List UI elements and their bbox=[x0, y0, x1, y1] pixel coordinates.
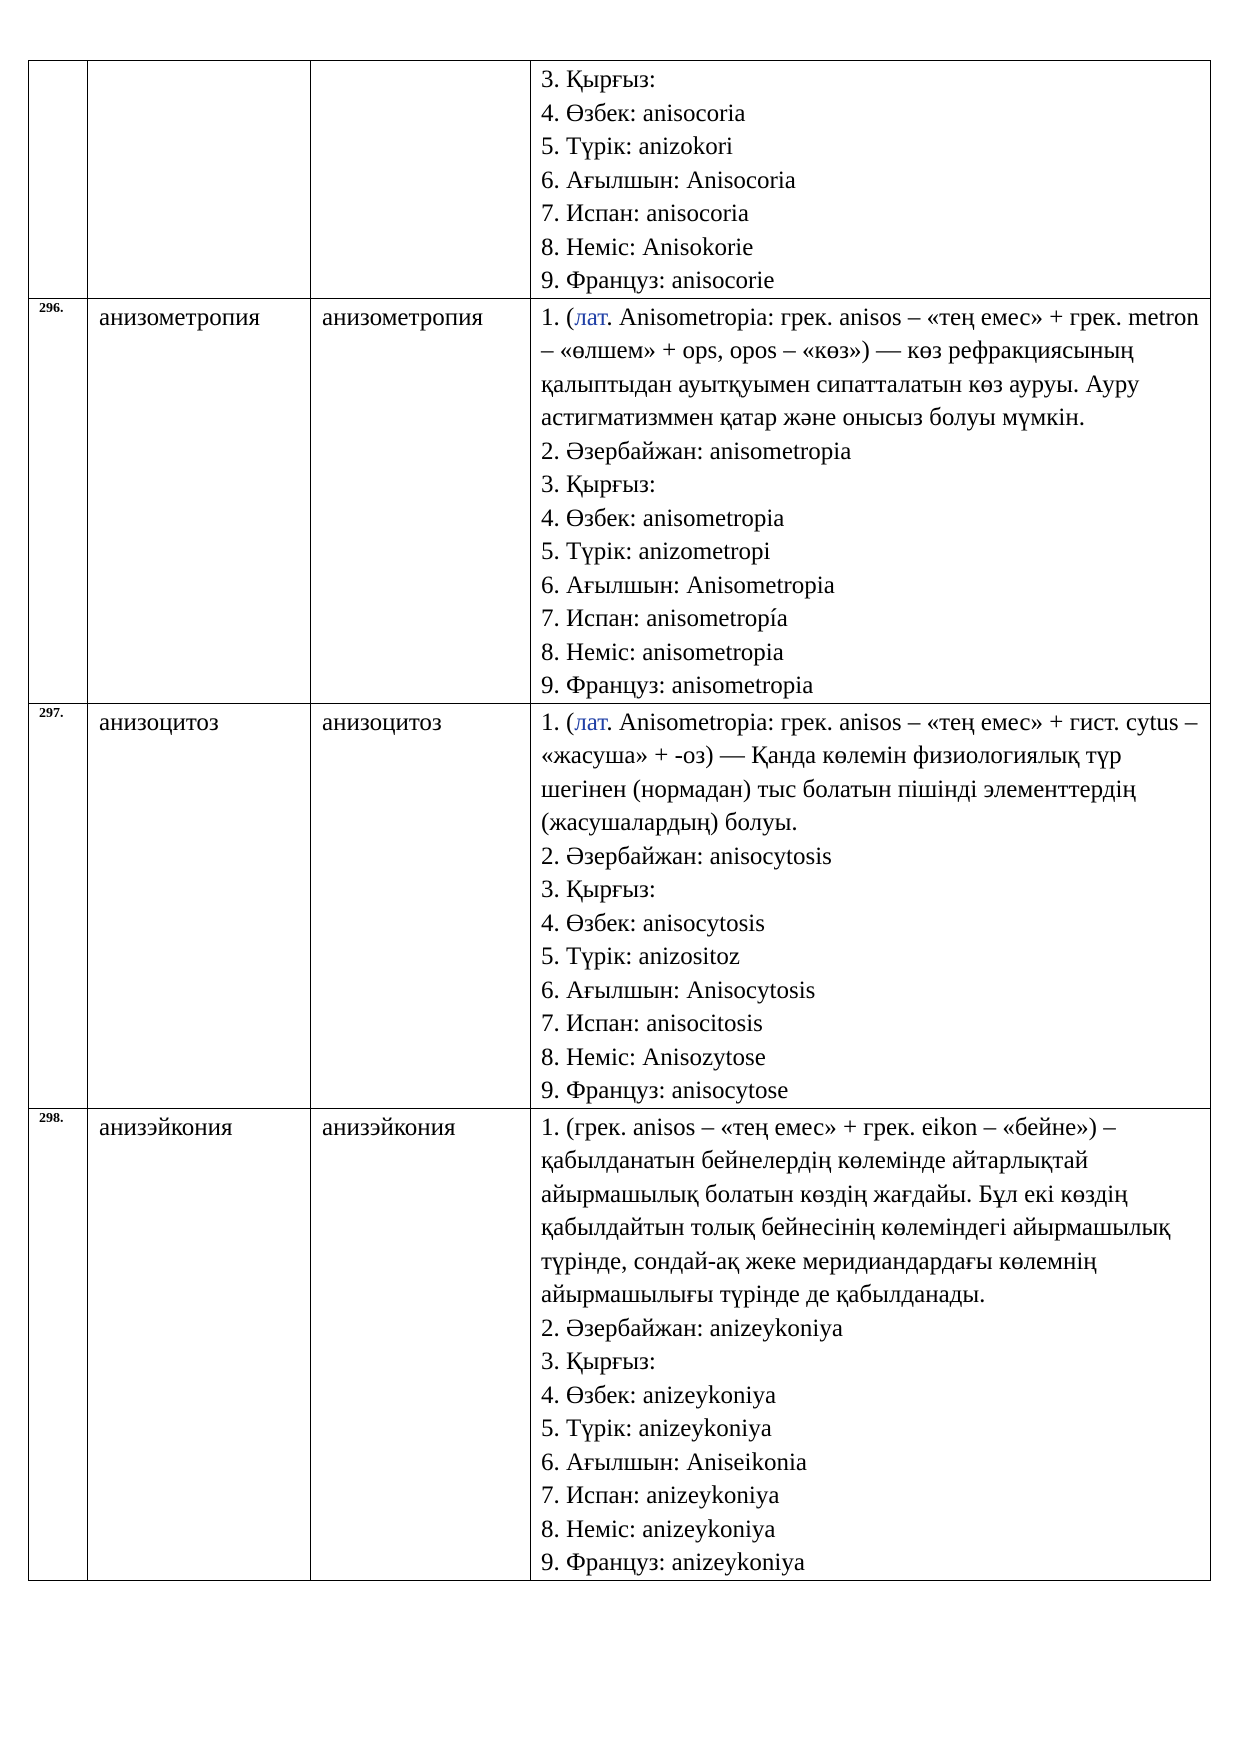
definition-segment: . Anisometropia: грек. anisos – «тең емес» + грек. metron – «өлшем» + ops, opos – «көз») — көз рефракциясының қалыптыдан ауытқуымен сипатталатын көз ауруы. Ауру астигматизммен қатар және онысыз болуы мүмкін. bbox=[541, 303, 1199, 431]
translation-line: 7. Испан: anisometropía bbox=[541, 605, 788, 632]
term-russian: анизоцитоз bbox=[311, 703, 531, 1108]
term-russian bbox=[311, 61, 531, 299]
translation-line: 5. Түрік: anizometropi bbox=[541, 538, 771, 565]
table-row bbox=[29, 703, 1211, 1108]
translation-line: 7. Испан: anizeykoniya bbox=[541, 1482, 780, 1509]
translation-line: 3. Қырғыз: bbox=[541, 876, 656, 903]
translation-line: 8. Неміс: Anisokorie bbox=[541, 233, 754, 261]
translation-line: 6. Ағылшын: Aniseikonia bbox=[541, 1448, 808, 1476]
term-kazakh: анизометропия bbox=[88, 298, 311, 703]
table-row bbox=[29, 1108, 1211, 1580]
term-kazakh bbox=[88, 61, 311, 299]
definition-text bbox=[541, 1111, 1202, 1312]
translation-line: 5. Түрік: anizokori bbox=[541, 133, 733, 160]
translation-line: 2. Әзербайжан: anisometropia bbox=[541, 437, 852, 465]
term-kazakh: анизэйкония bbox=[88, 1108, 311, 1580]
translation-line: 4. Өзбек: anizeykoniya bbox=[541, 1381, 777, 1409]
abbreviation-link[interactable]: лат bbox=[574, 303, 607, 331]
translation-line: 4. Өзбек: anisometropia bbox=[541, 504, 785, 532]
translation-line: 3. Қырғыз: bbox=[541, 471, 656, 498]
translation-line: 6. Ағылшын: Anisocoria bbox=[541, 166, 796, 194]
translation-line: 2. Әзербайжан: anizeykoniya bbox=[541, 1314, 843, 1342]
translation-line: 9. Француз: anizeykoniya bbox=[541, 1549, 805, 1576]
translation-line: 6. Ағылшын: Anisometropia bbox=[541, 571, 835, 599]
translation-line: 3. Қырғыз: bbox=[541, 1348, 656, 1375]
translation-line: 9. Француз: anisometropia bbox=[541, 672, 814, 699]
table-body bbox=[29, 61, 1211, 1581]
translation-line: 5. Түрік: anizeykoniya bbox=[541, 1415, 772, 1442]
translation-line: 9. Француз: anisocorie bbox=[541, 267, 775, 294]
definition-cell bbox=[531, 1108, 1211, 1580]
translation-line: 8. Неміс: anizeykoniya bbox=[541, 1515, 776, 1543]
translation-line: 3. Қырғыз: bbox=[541, 66, 656, 93]
definition-cell bbox=[531, 298, 1211, 703]
definition-cell bbox=[531, 61, 1211, 299]
entry-number: 297. bbox=[29, 703, 88, 1108]
abbreviation-link[interactable]: лат bbox=[574, 708, 607, 736]
definition-text bbox=[541, 301, 1202, 435]
definition-segment: 1. ( bbox=[541, 303, 575, 331]
translation-line: 8. Неміс: Anisozytose bbox=[541, 1043, 766, 1071]
term-kazakh: анизоцитоз bbox=[88, 703, 311, 1108]
table-row bbox=[29, 61, 1211, 299]
translation-line: 7. Испан: anisocoria bbox=[541, 200, 749, 227]
term-russian: анизэйкония bbox=[311, 1108, 531, 1580]
dictionary-table bbox=[28, 60, 1211, 1581]
translation-line: 9. Француз: anisocytose bbox=[541, 1077, 789, 1104]
translation-line: 8. Неміс: anisometropia bbox=[541, 638, 784, 666]
translation-line: 6. Ағылшын: Anisocytosis bbox=[541, 976, 816, 1004]
translation-line: 5. Түрік: anizositoz bbox=[541, 943, 740, 970]
translation-line: 7. Испан: anisocitosis bbox=[541, 1010, 763, 1037]
definition-segment: . Anisometropia: грек. anisos – «тең емес» + гист. cytus – «жасуша» + -оз) — Қанда көлемін физиологиялық түр шегінен (нормадан) тыс болатын пішінді элементтердің (жасушалардың) болуы. bbox=[541, 708, 1198, 836]
definition-segment: 1. ( bbox=[541, 708, 575, 736]
term-russian: анизометропия bbox=[311, 298, 531, 703]
translation-line: 4. Өзбек: anisocoria bbox=[541, 99, 746, 127]
translation-line: 2. Әзербайжан: anisocytosis bbox=[541, 842, 832, 870]
definition-segment: 1. (грек. anisos – «тең емес» + грек. eikon – «бейне») – қабылданатын бейнелердің көлемінде айтарлықтай айырмашылық болатын көздің жағдайы. Бұл екі көздің қабылдайтын толық бейнесінің көлеміндегі айырмашылық түрінде, сондай-ақ жеке меридиандардағы көлемнің айырмашылығы түрінде де қабылданады. bbox=[541, 1113, 1171, 1308]
definition-cell bbox=[531, 703, 1211, 1108]
definition-text bbox=[541, 706, 1202, 840]
translation-line: 4. Өзбек: anisocytosis bbox=[541, 909, 765, 937]
entry-number bbox=[29, 61, 88, 299]
table-row bbox=[29, 298, 1211, 703]
entry-number: 298. bbox=[29, 1108, 88, 1580]
entry-number: 296. bbox=[29, 298, 88, 703]
